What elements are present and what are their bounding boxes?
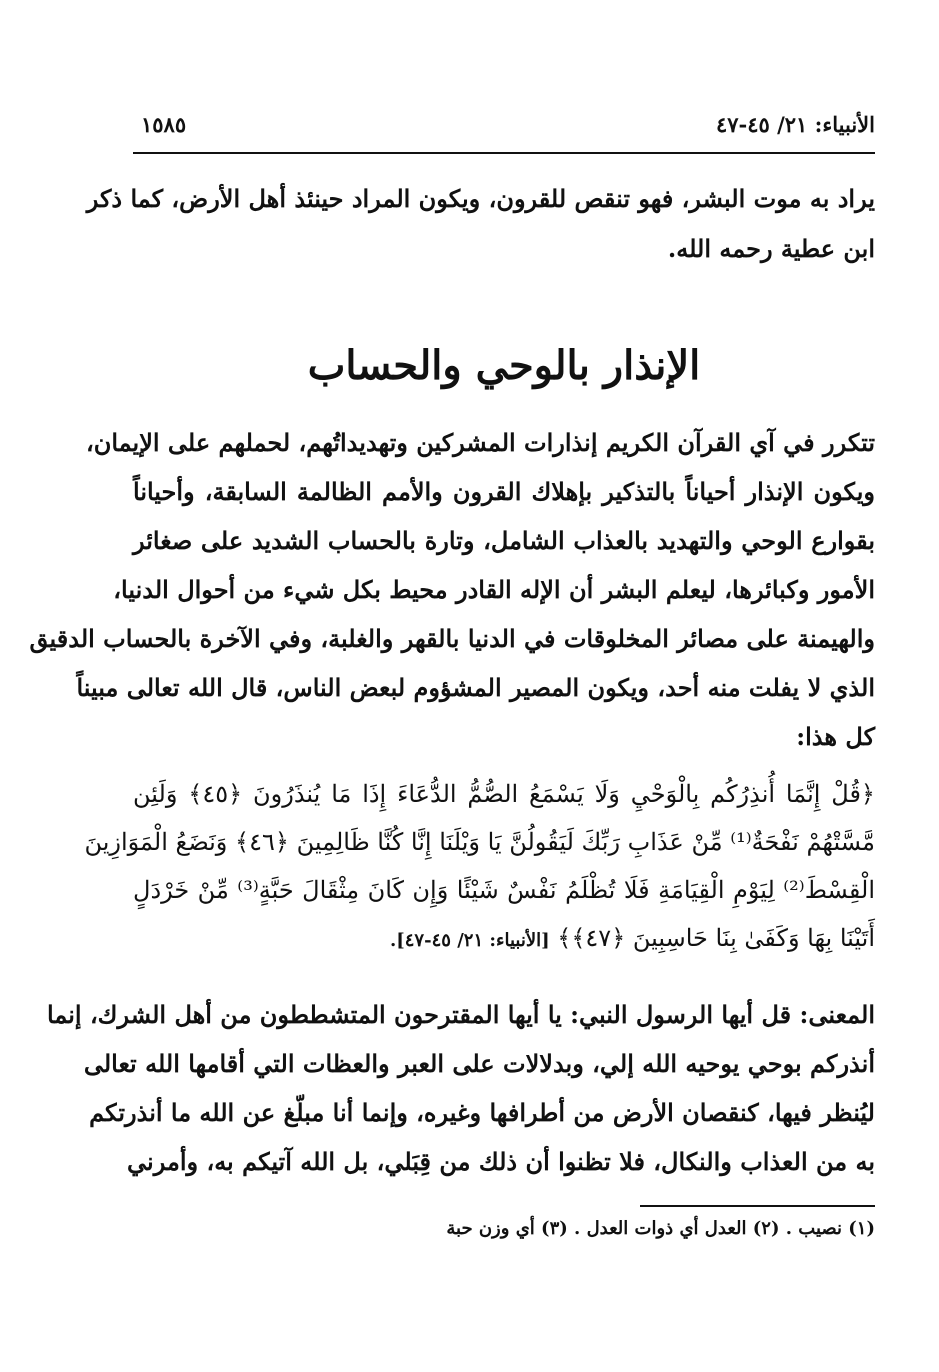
text-line: والهيمنة على مصائر المخلوقات في الدنيا بالقهر والغلبة، وفي الآخرة بالحساب الدقيق: [29, 624, 875, 653]
verse-line: الْقِسْطَ⁽²⁾ لِيَوْمِ الْقِيَامَةِ فَلَا تُظْلَمُ نَفْسٌ شَيْئًا وَإِن كَانَ مِثْقَالَ حَبَّةٍ⁽³⁾ مِّنْ خَرْدَلٍ: [133, 876, 876, 904]
intro-paragraph: [86, 184, 875, 274]
footnote-divider: [640, 1205, 875, 1207]
verse-text: أَتَيْنَا بِهَا وَكَفَىٰ بِنَا حَاسِبِينَ ﴿٤٧﴾﴾: [557, 924, 875, 952]
text-line: الأمور وكبائرها، ليعلم البشر أن الإله القادر محيط بكل شيء من أحوال الدنيا،: [113, 575, 875, 604]
text-line: أنذركم بوحي يوحيه الله إلي، وبدلالات على العبر والعظات التي أقامها الله تعالى: [83, 1049, 875, 1078]
text-line: المعنى: قل أيها الرسول النبي: يا أيها المقترحون المتشططون من أهل الشرك، إنما: [47, 1000, 875, 1029]
text-line: بقوارع الوحي والتهديد بالعذاب الشامل، وتارة بالحساب الشديد على صغائر: [133, 526, 875, 555]
verse-line: [133, 924, 875, 952]
verse-line: مَّسَّتْهُمْ نَفْحَةٌ⁽¹⁾ مِّنْ عَذَابِ رَبِّكَ لَيَقُولُنَّ يَا وَيْلَنَا إِنَّا كُنَّا ظَالِمِينَ ﴿٤٦﴾ وَنَضَعُ الْمَوَازِينَ: [84, 828, 875, 856]
footnotes: (١) نصيب . (٢) العدل أي ذوات العدل . (٣) أي وزن حبة: [446, 1218, 875, 1239]
verse-line: ﴿قُلْ إِنَّمَا أُنذِرُكُم بِالْوَحْيِ وَلَا يَسْمَعُ الصُّمُّ الدُّعَاءَ إِذَا مَا يُنذَرُونَ ﴿٤٥﴾ وَلَئِن: [133, 780, 875, 808]
surah-reference: الأنبياء: ٢١/ ٤٥-٤٧: [715, 112, 875, 137]
meaning-paragraph: [47, 1000, 875, 1200]
verse-reference: [الأنبياء: ٢١/ ٤٥-٤٧].: [389, 930, 550, 951]
text-line: كل هذا:: [796, 722, 875, 751]
text-line: ويكون الإنذار أحياناً بالتذكير بإهلاك القرون والأمم الظالمة السابقة، وأحياناً: [133, 477, 875, 506]
text-line: ابن عطية رحمه الله.: [667, 234, 875, 263]
text-line: ليُنظر فيها، كنقصان الأرض من أطرافها وغيره، وإنما أنا مبلّغ عن الله ما أنذرتكم: [89, 1098, 875, 1127]
text-line: يراد به موت البشر، فهو تنقص للقرون، ويكون المراد حينئذ أهل الأرض، كما ذكر: [86, 184, 875, 213]
page-header: [133, 112, 875, 148]
text-line: به من العذاب والنكال، فلا تظنوا أن ذلك من قِبَلي، بل الله آتيكم به، وأمرني: [127, 1147, 875, 1176]
body-paragraph: [29, 428, 875, 788]
header-divider: [133, 152, 875, 154]
section-heading: الإنذار بالوحي والحساب: [307, 342, 701, 389]
text-line: الذي لا يفلت منه أحد، ويكون المصير المشؤوم لبعض الناس، قال الله تعالى مبيناً: [76, 673, 875, 702]
quran-quote: [84, 780, 876, 980]
text-line: تتكرر في آي القرآن الكريم إنذارات المشركين وتهديداتُهم، لحملهم على الإيمان،: [85, 428, 875, 457]
page-number: ١٥٨٥: [141, 112, 187, 137]
